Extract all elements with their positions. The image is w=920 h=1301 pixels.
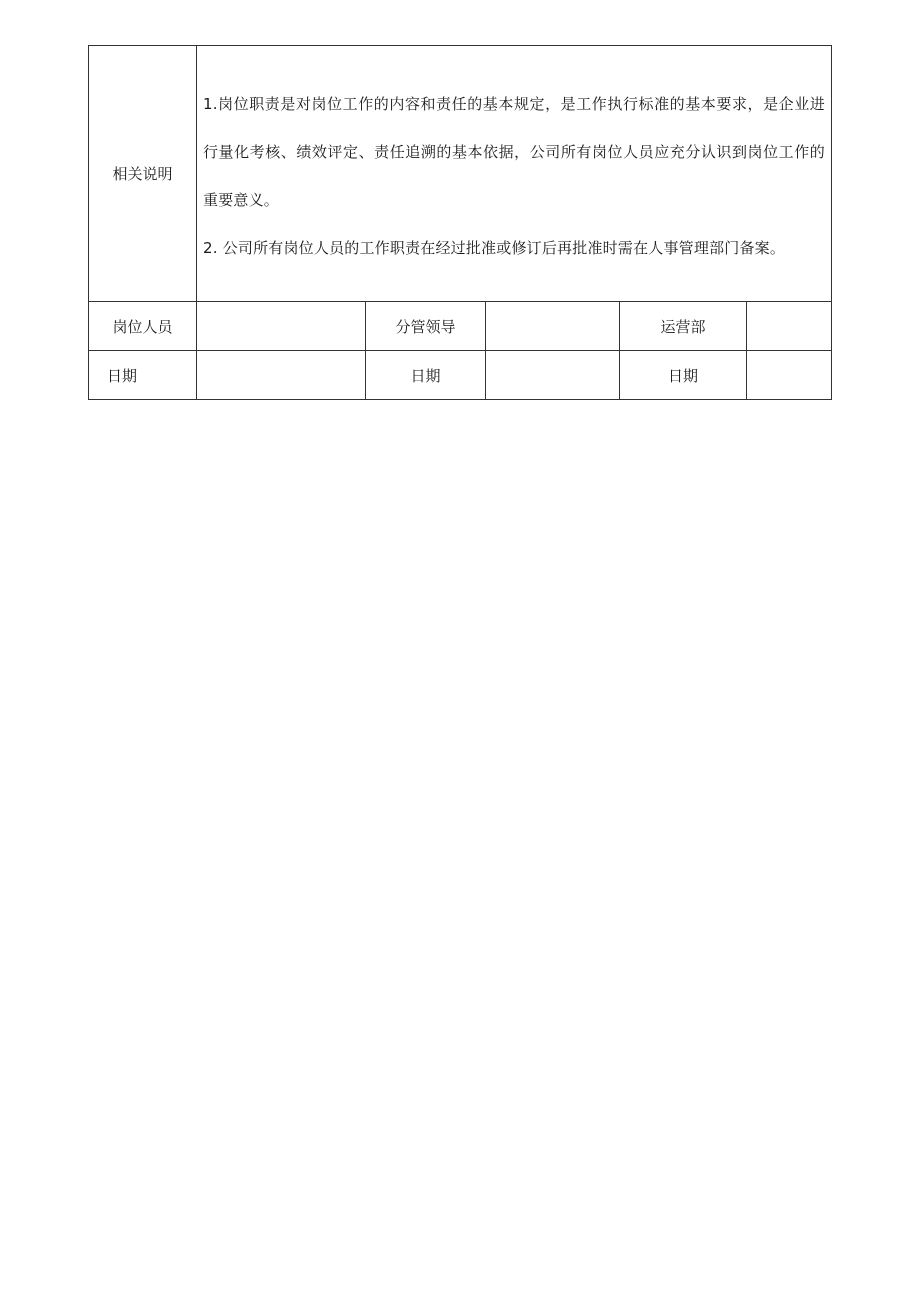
- supervisor-date-label: 日期: [366, 351, 486, 400]
- supervisor-signature-cell[interactable]: [486, 302, 620, 351]
- supervisor-label: 分管领导: [366, 302, 486, 351]
- notes-label: 相关说明: [89, 46, 197, 302]
- personnel-signature-cell[interactable]: [197, 302, 366, 351]
- signoff-row-dates: [89, 351, 832, 400]
- operations-label: 运营部: [620, 302, 747, 351]
- personnel-date-cell[interactable]: [197, 351, 366, 400]
- note-item-1: 1.岗位职责是对岗位工作的内容和责任的基本规定，是工作执行标准的基本要求，是企业进行量化考核、绩效评定、责任追溯的基本依据，公司所有岗位人员应充分认识到岗位工作的重要意义。: [203, 94, 825, 209]
- job-description-table: [88, 45, 832, 400]
- supervisor-date-cell[interactable]: [486, 351, 620, 400]
- personnel-date-label: 日期: [89, 351, 197, 400]
- operations-date-label: 日期: [620, 351, 747, 400]
- notes-row: [89, 46, 832, 302]
- operations-date-cell[interactable]: [747, 351, 832, 400]
- signoff-row-personnel: [89, 302, 832, 351]
- operations-signature-cell[interactable]: [747, 302, 832, 351]
- notes-content: [197, 46, 832, 302]
- personnel-label: 岗位人员: [89, 302, 197, 351]
- note-item-2: 2. 公司所有岗位人员的工作职责在经过批准或修订后再批准时需在人事管理部门备案。: [203, 238, 786, 257]
